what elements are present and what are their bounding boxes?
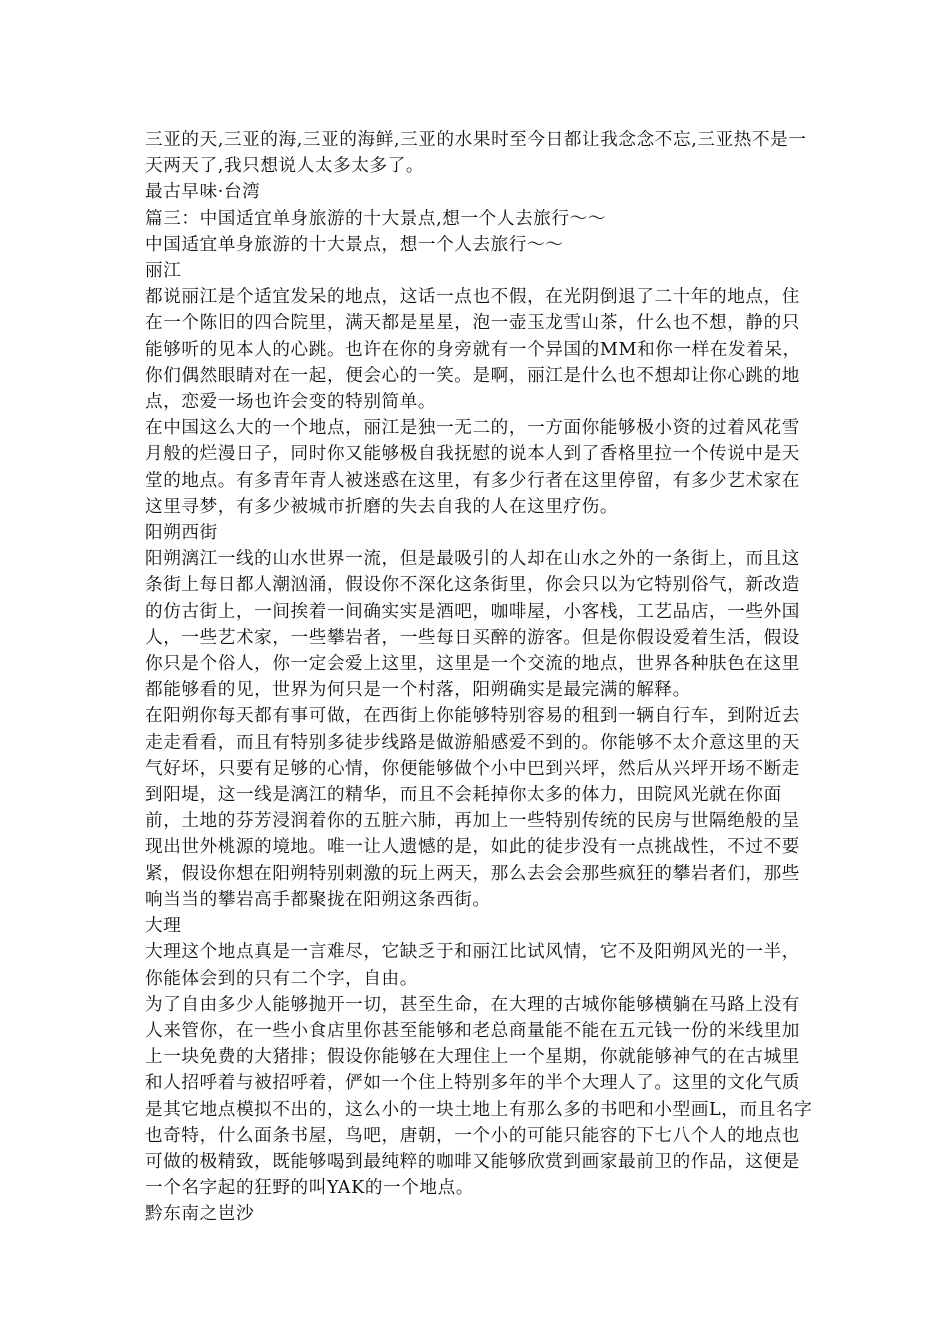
paragraph-sanya: 三亚的天,三亚的海,三亚的海鲜,三亚的水果时至今日都让我念念不忘,三亚热不是一天两天了,我只想说人太多太多了。 (145, 130, 807, 177)
paragraph-dali-1: 大理这个地点真是一言难尽，它缺乏于和丽江比试风情，它不及阳朔风光的一半，你能体会到的只有二个字，自由。 (145, 942, 800, 989)
heading-taiwan: 最古早味·台湾 (145, 182, 261, 203)
paragraph-dali-2: 为了自由多少人能够抛开一切，甚至生命，在大理的古城你能够横躺在马路上没有人来管你，在一些小食店里你甚至能够和老总商量能不能在五元钱一份的米线里加上一块免费的大猪排；假设你能够在大理住上一个星期，你就能够神气的在古城里和人招呼着与被招呼着，俨如一个住上特别多年的半个大理人了。这里的文化气质是其它地点模拟不出的，这么小的一块土地上有那么多的书吧和小型画L，而且名字也奇特，什么面条书屋，鸟吧，唐朝，一个小的可能只能容的下七八个人的地点也可做的极精致，既能够喝到最纯粹的咖啡又能够欣赏到画家最前卫的作品，这便是一个名字起的狂野的叫YAK的一个地点。 (145, 994, 813, 1199)
heading-yangshuo: 阳朔西街 (145, 523, 218, 544)
paragraph-yangshuo-2: 在阳朔你每天都有事可做，在西街上你能够特别容易的租到一辆自行车，到附近去走走看看，而且有特别多徒步线路是做游船感爱不到的。你能够不太介意这里的天气好坏，只要有足够的心情，你便能够做个小中巴到兴坪，然后从兴坪开场不断走到阳堤，这一线是漓江的精华，而且不会耗掉你太多的体力，田院风光就在你面前，土地的芬芳浸润着你的五脏六肺，再加上一些特别传统的民房与世隔绝般的呈现出世外桃源的境地。唯一让人遗憾的是，如此的徒步没有一点挑战性，不过不要紧，假设你想在阳朔特别刺激的玩上两天，那么去会会那些疯狂的攀岩者们，那些响当当的攀岩高手都聚拢在阳朔这条西街。 (145, 706, 800, 910)
document-body (145, 127, 815, 1228)
article-title: 篇三：中国适宜单身旅游的十大景点,想一个人去旅行～～ (145, 208, 607, 229)
heading-basha: 黔东南之岜沙 (145, 1204, 255, 1225)
paragraph-lijiang-2: 在中国这么大的一个地点，丽江是独一无二的，一方面你能够极小资的过着风花雪月般的烂漫日子，同时你又能够极自我抚慰的说本人到了香格里拉一个传说中是天堂的地点。有多青年青人被迷惑在这里，有多少行者在这里停留，有多少艺术家在这里寻梦，有多少被城市折磨的失去自我的人在这里疗伤。 (145, 418, 800, 517)
paragraph-yangshuo-1: 阳朔漓江一线的山水世界一流，但是最吸引的人却在山水之外的一条街上，而且这条街上每日都人潮汹涌，假设你不深化这条街里，你会只以为它特别俗气，新改造的仿古街上，一间挨着一间确实实是酒吧，咖啡屋，小客栈，工艺品店，一些外国人，一些艺术家，一些攀岩者，一些每日买醉的游客。但是你假设爱着生活，假设你只是个俗人，你一定会爱上这里，这里是一个交流的地点，世界各种肤色在这里都能够看的见，世界为何只是一个村落，阳朔确实是最完满的解释。 (145, 549, 800, 701)
article-subtitle: 中国适宜单身旅游的十大景点，想一个人去旅行～～ (145, 234, 564, 255)
heading-lijiang: 丽江 (145, 261, 182, 282)
heading-dali: 大理 (145, 916, 182, 937)
paragraph-lijiang-1: 都说丽江是个适宜发呆的地点，这话一点也不假，在光阴倒退了二十年的地点，住在一个陈旧的四合院里，满天都是星星，泡一壶玉龙雪山茶，什么也不想，静的只能够听的见本人的心跳。也许在你的身旁就有一个异国的MM和你一样在发着呆，你们偶然眼睛对在一起，便会心的一笑。是啊，丽江是什么也不想却让你心跳的地点，恋爱一场也许会变的特别简单。 (145, 287, 801, 413)
